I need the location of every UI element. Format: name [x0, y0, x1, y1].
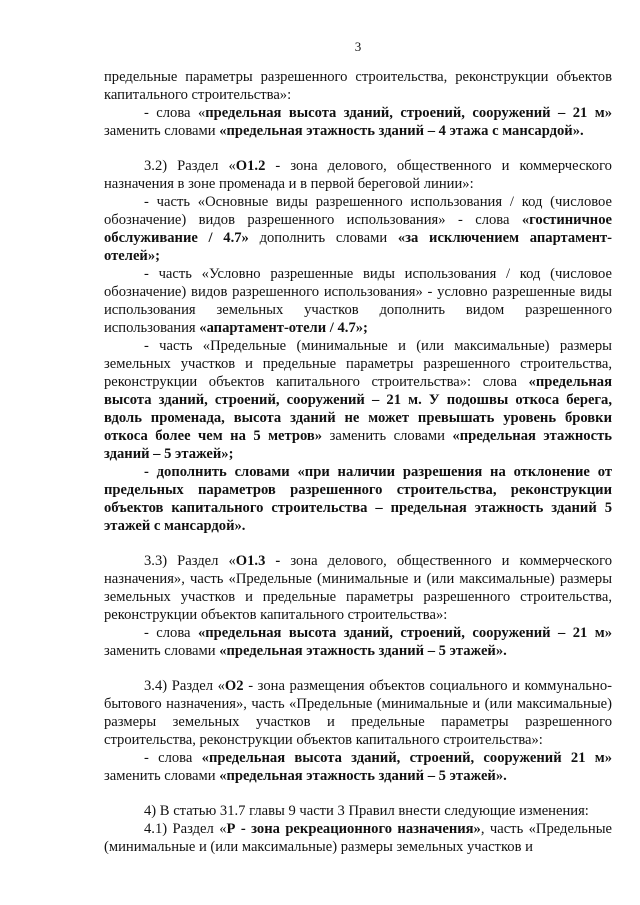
paragraph	[104, 157, 612, 193]
bold-text-segment: «предельная высота зданий, строений, сооружений 21 м»	[201, 750, 612, 766]
bold-text-segment: предельная высота зданий, строений, сооружений – 21 м»	[205, 105, 612, 121]
text-segment: - часть «Условно разрешенные виды использования / код (числовое обозначение) видов разрешенного использования» - условно разрешенные виды использования земельных участков дополнить видом разрешенного использования	[104, 266, 612, 336]
text-segment: - слова	[144, 750, 202, 766]
document-body	[104, 68, 612, 856]
text-segment: зона делового, общественного и коммерческого назначения», часть «Предельные (минимальные и (или максимальные) размеры земельных участков и предельные параметры разрешенного строительства, реконструкции объектов капитального строительства»:	[104, 553, 612, 623]
text-segment: 3.4) Раздел «	[144, 678, 225, 694]
paragraph	[104, 193, 612, 265]
bold-text-segment: Р - зона рекреационного назначения»	[226, 821, 481, 837]
text-segment: - зона делового, общественного и коммерческого назначения в зоне променада и в первой береговой линии»:	[104, 158, 612, 192]
bold-text-segment: «предельная этажность зданий – 5 этажей».	[219, 643, 507, 659]
bold-text-segment: «предельная этажность зданий – 4 этажа с мансардой».	[219, 123, 584, 139]
text-segment: , часть «Предельные (минимальные и (или максимальные) размеры земельных участков и	[104, 821, 612, 855]
paragraph	[104, 265, 612, 337]
bold-text-segment: «предельная высота зданий, строений, сооружений – 21 м. У подошвы откоса берега, вдоль променада, высота зданий не может превышать уровень бровки откоса более чем на 5 метров»	[104, 374, 612, 444]
text-segment: заменить словами	[104, 768, 220, 784]
bold-text-segment: «апартамент-отели / 4.7»;	[199, 320, 368, 336]
text-segment: - часть «Основные виды разрешенного использования / код (числовое обозначение) видов разрешенного использования» - слова	[104, 194, 612, 228]
text-segment: 3.3) Раздел «	[144, 553, 236, 569]
paragraph	[104, 337, 612, 463]
bold-text-segment: «за исключением апартамент-отелей»;	[104, 230, 613, 264]
text-segment: заменить словами	[104, 123, 220, 139]
paragraph	[104, 677, 612, 749]
paragraph	[104, 624, 612, 660]
bold-text-segment: «предельная этажность зданий – 5 этажей»;	[104, 428, 612, 462]
bold-text-segment: «предельная этажность зданий – 5 этажей».	[219, 768, 507, 784]
text-segment: заменить словами	[104, 643, 220, 659]
text-segment: 4.1) Раздел «	[144, 821, 227, 837]
bold-text-segment: О1.3 -	[235, 553, 281, 569]
text-segment: заменить словами	[322, 428, 453, 444]
page-number: 3	[354, 39, 362, 54]
paragraph	[104, 820, 612, 856]
bold-text-segment: «предельная высота зданий, строений, сооружений – 21 м»	[197, 625, 612, 641]
bold-text-segment: О1.2	[235, 158, 266, 174]
paragraph	[104, 104, 612, 140]
paragraph	[104, 68, 612, 104]
text-segment: - слова	[144, 625, 198, 641]
paragraph	[104, 749, 612, 785]
paragraph	[104, 802, 612, 820]
text-segment: дополнить словами	[248, 230, 398, 246]
text-segment: 3.2) Раздел «	[144, 158, 236, 174]
paragraph	[104, 463, 612, 535]
bold-text-segment: «гостиничное обслуживание / 4.7»	[104, 212, 612, 246]
text-segment: 4) В статью 31.7 главы 9 части 3 Правил внести следующие изменения:	[144, 803, 589, 819]
text-segment: - слова «	[144, 105, 206, 121]
text-segment: - зона размещения объектов социального и коммунально-бытового назначения», часть «Предельные (минимальные и (или максимальные) размеры земельных участков и предельные параметры разрешенного строительства, реконструкции объектов капитального строительства»:	[104, 678, 612, 748]
text-segment: предельные параметры разрешенного строительства, реконструкции объектов капитального строительства»:	[104, 69, 612, 103]
bold-text-segment: О2	[224, 678, 244, 694]
bold-text-segment: - дополнить словами «при наличии разрешения на отклонение от предельных параметров разрешенного строительства, реконструкции объектов капитального строительства – предельная этажность зданий 5 этажей с мансардой».	[104, 464, 612, 534]
paragraph	[104, 552, 612, 624]
text-segment: - часть «Предельные (минимальные и (или максимальные) размеры земельных участков и предельные параметры разрешенного строительства, реконструкции объектов капитального строительства»: слова	[104, 338, 612, 390]
